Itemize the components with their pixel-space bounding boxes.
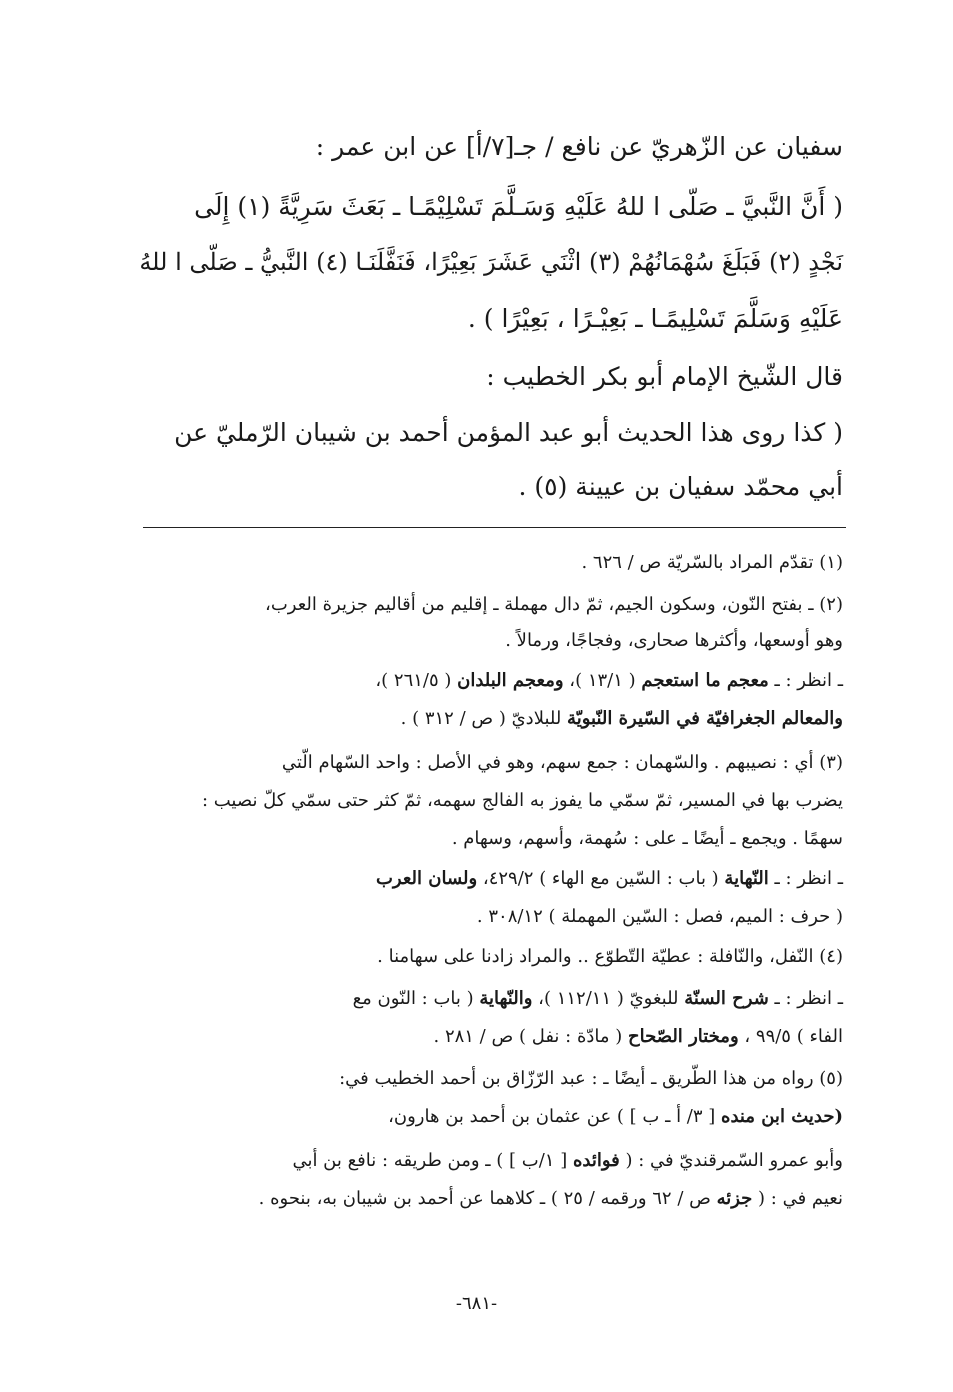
footnote-line: وهو أوسعها، وأكثرها صحارى، وفجاجًا، ورمالاً . xyxy=(505,630,843,651)
footnote-text: ـ انظر : ـ xyxy=(768,868,843,889)
footnote-line xyxy=(292,1150,843,1173)
footnote-text: ـ انظر : ـ xyxy=(768,670,843,691)
footnote-line: (٥) رواه من هذا الطّريق ـ أيضًا ـ : عبد الرّزّاق بن أحمد الخطيب في: xyxy=(339,1068,843,1089)
footnote-line xyxy=(376,868,843,891)
footnote-text: ( مادّة : نفل ) ص / ٢٨١ . xyxy=(433,1026,628,1047)
book-title: ولسان العرب xyxy=(375,868,478,889)
footnote-text: نعيم في : ( xyxy=(752,1188,843,1209)
footnote-text: للبلاديّ ( ص / ٣١٢ ) . xyxy=(400,708,568,729)
footnote-line: سهمًا . ويجمع ـ أيضًا ـ على : سُهمة، وأسهم، وسهام . xyxy=(451,828,843,849)
main-text-line: سفيان عن الزّهريّ عن نافع / جـ[٧/أ] عن ابن عمر : xyxy=(315,132,843,161)
footnote-line xyxy=(259,1188,843,1211)
main-text-line: عَلَيْهِ وَسَلَّمَ تَسْلِيمًـا ـ بَعِيْـرًا ، بَعِيْرًا ) . xyxy=(467,304,843,333)
footnote-line xyxy=(433,1026,843,1049)
book-title: والمعالم الجغرافيّة في السّيرة النّبويّة xyxy=(567,708,843,729)
book-title: والنّهاية xyxy=(479,988,533,1009)
main-text-line: أبي محمّد سفيان بن عيينة (٥) . xyxy=(518,472,843,501)
footnote-line: (١) تقدّم المراد بالسّريّة ص / ٦٢٦ . xyxy=(581,552,843,573)
book-title: (حديث ابن منده xyxy=(721,1106,843,1127)
footnote-line: يضرب بها في المسير، ثمّ سمّي ما يفوز به الفالج سهمه، ثمّ كثر حتى سمّي كلّ نصيب : xyxy=(201,790,843,811)
footnote-text: ـ انظر : ـ xyxy=(768,988,843,1009)
book-title: فوائده xyxy=(572,1150,620,1171)
main-text-line: قال الشّيخ الإمام أبو بكر الخطيب : xyxy=(486,362,843,391)
book-title: شرح السنّة xyxy=(684,988,769,1009)
footnote-text: [ ٣/ أ ـ ب ] ) عن عثمان بن أحمد بن هارون، xyxy=(388,1106,722,1127)
main-text-line: ( أَنَّ النَّبيَّ ـ صَلّى ا للهُ عَلَيْهِ وَسَـلَّمَ تَسْلِيْمًـا ـ بَعَثَ سَرِيَّةً (١) إِلَى xyxy=(194,192,843,221)
footnote-text: ( باب : النّون مع xyxy=(352,988,480,1009)
footnote-text: [ ١/ب ] ) ـ ومن طريقه : نافع بن أبي xyxy=(292,1150,573,1171)
page-number: -٦٨١- xyxy=(455,1293,498,1314)
footnote-line: (٤) النّفل، والنّافلة : عطيّة التّطوّع .. والمراد زادنا على سهامنا . xyxy=(377,946,843,967)
book-title: معجم ما استعجم xyxy=(641,670,769,691)
footnote-text: ( ٢٦١/٥ )، xyxy=(375,670,458,691)
footnote-text: وأبو عمرو السّمرقنديّ في : ( xyxy=(619,1150,843,1171)
footnote-line xyxy=(375,670,843,693)
book-title: ومعجم البلدان xyxy=(457,670,564,691)
main-text-line: نَجْدٍ (٢) فَبَلَغَ سُهْمَانُهُمْ (٣) اثْنَي عَشَرَ بَعِيْرًا، فَنَفَّلَنَـا (٤) النَّبيُّ ـ صَلّى ا للهُ xyxy=(139,248,843,276)
footnote-text: الفاء ) ٩٩/٥ ، xyxy=(738,1026,843,1047)
main-text-line: ( كذا روى هذا الحديث أبو عبد المؤمن أحمد بن شيبان الرّمليّ عن xyxy=(174,418,843,447)
book-title: النّهاية xyxy=(724,868,769,889)
footnote-text: ص / ٦٢ ورقمه / ٢٥ ) ـ كلاهما عن أحمد بن شيبان به، بنحوه . xyxy=(258,1188,717,1209)
footnote-text: ( ١٣/١ )، xyxy=(563,670,642,691)
book-title: جزئه xyxy=(716,1188,753,1209)
footnote-text: ( باب : السّين مع الهاء ) ٤٢٩/٢، xyxy=(477,868,725,889)
footnote-line: (٣) أي : نصيبهم . والسّهمان : جمع سهم، وهو في الأصل : واحد السّهام الّتي xyxy=(281,752,843,773)
footnote-line: (٢) ـ بفتح النّون، وسكون الجيم، ثمّ دال مهملة ـ إقليم من أقاليم جزيرة العرب، xyxy=(265,594,843,615)
footnote-line: ( حرف : الميم، فصل : السّين المهملة ) ٣٠٨/١٢ . xyxy=(476,906,843,927)
footnote-line xyxy=(353,988,843,1011)
footnote-line xyxy=(401,708,843,731)
footnote-line xyxy=(388,1106,843,1129)
footnote-text: للبغويّ ( ١١٢/١١ )، xyxy=(532,988,685,1009)
book-title: ومختار الصّحاح xyxy=(627,1026,739,1047)
footnotes-block xyxy=(133,0,843,1290)
